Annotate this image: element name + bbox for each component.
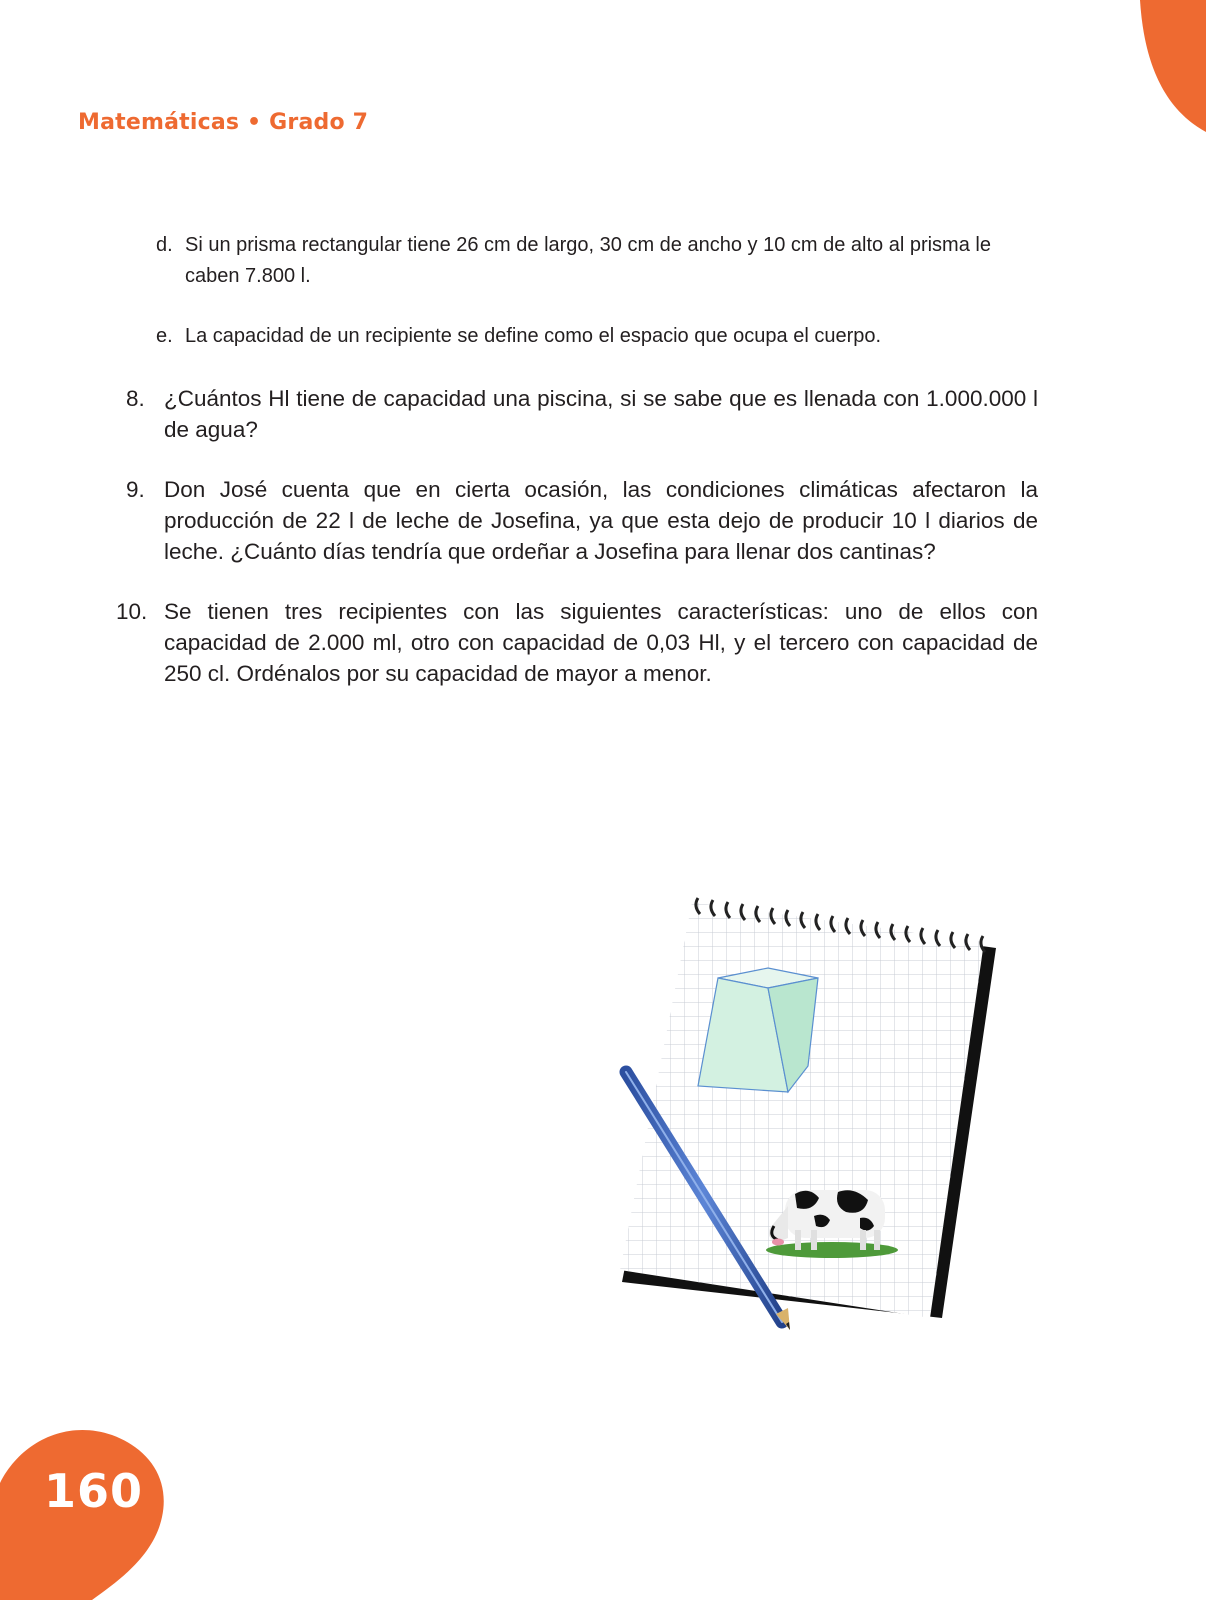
- question-text: Se tienen tres recipientes con las siguientes características: uno de ellos con capacidad de 2.000 ml, otro con capacidad de 0,03 Hl, y el tercero con capacidad de 250 cl. Ordénalos por su capacidad de mayor a menor.: [164, 599, 1038, 686]
- question-8: [126, 383, 1038, 445]
- question-9: [126, 474, 1038, 567]
- prism-drawing-icon: [698, 968, 818, 1092]
- question-list: [116, 383, 1038, 718]
- sub-question-text: Si un prisma rectangular tiene 26 cm de largo, 30 cm de ancho y 10 cm de alto al prisma le caben 7.800 l.: [185, 234, 991, 287]
- page-header-title: Matemáticas • Grado 7: [78, 110, 369, 135]
- question-number: 8.: [126, 386, 145, 411]
- corner-decoration-top: [1120, 0, 1206, 140]
- question-10: [116, 596, 1038, 689]
- page-number: 160: [44, 1464, 144, 1518]
- question-number: 10.: [116, 599, 148, 624]
- sub-question-marker: d.: [156, 234, 173, 256]
- sub-question-list: [150, 230, 1038, 381]
- question-text: ¿Cuántos Hl tiene de capacidad una piscina, si se sabe que es llenada con 1.000.000 l de agua?: [164, 386, 1038, 442]
- sub-question-marker: e.: [156, 325, 173, 347]
- question-text: Don José cuenta que en cierta ocasión, las condiciones climáticas afectaron la producción de 22 l de leche de Josefina, ya que esta dejo de producir 10 l diarios de leche. ¿Cuánto días tendría que ordeñar a Josefina para llenar dos cantinas?: [164, 477, 1038, 564]
- notepad-illustration: [600, 890, 1020, 1360]
- sub-question-text: La capacidad de un recipiente se define como el espacio que ocupa el cuerpo.: [185, 325, 882, 347]
- sub-question-d: [150, 230, 1038, 292]
- sub-question-e: [150, 321, 1038, 352]
- question-number: 9.: [126, 477, 145, 502]
